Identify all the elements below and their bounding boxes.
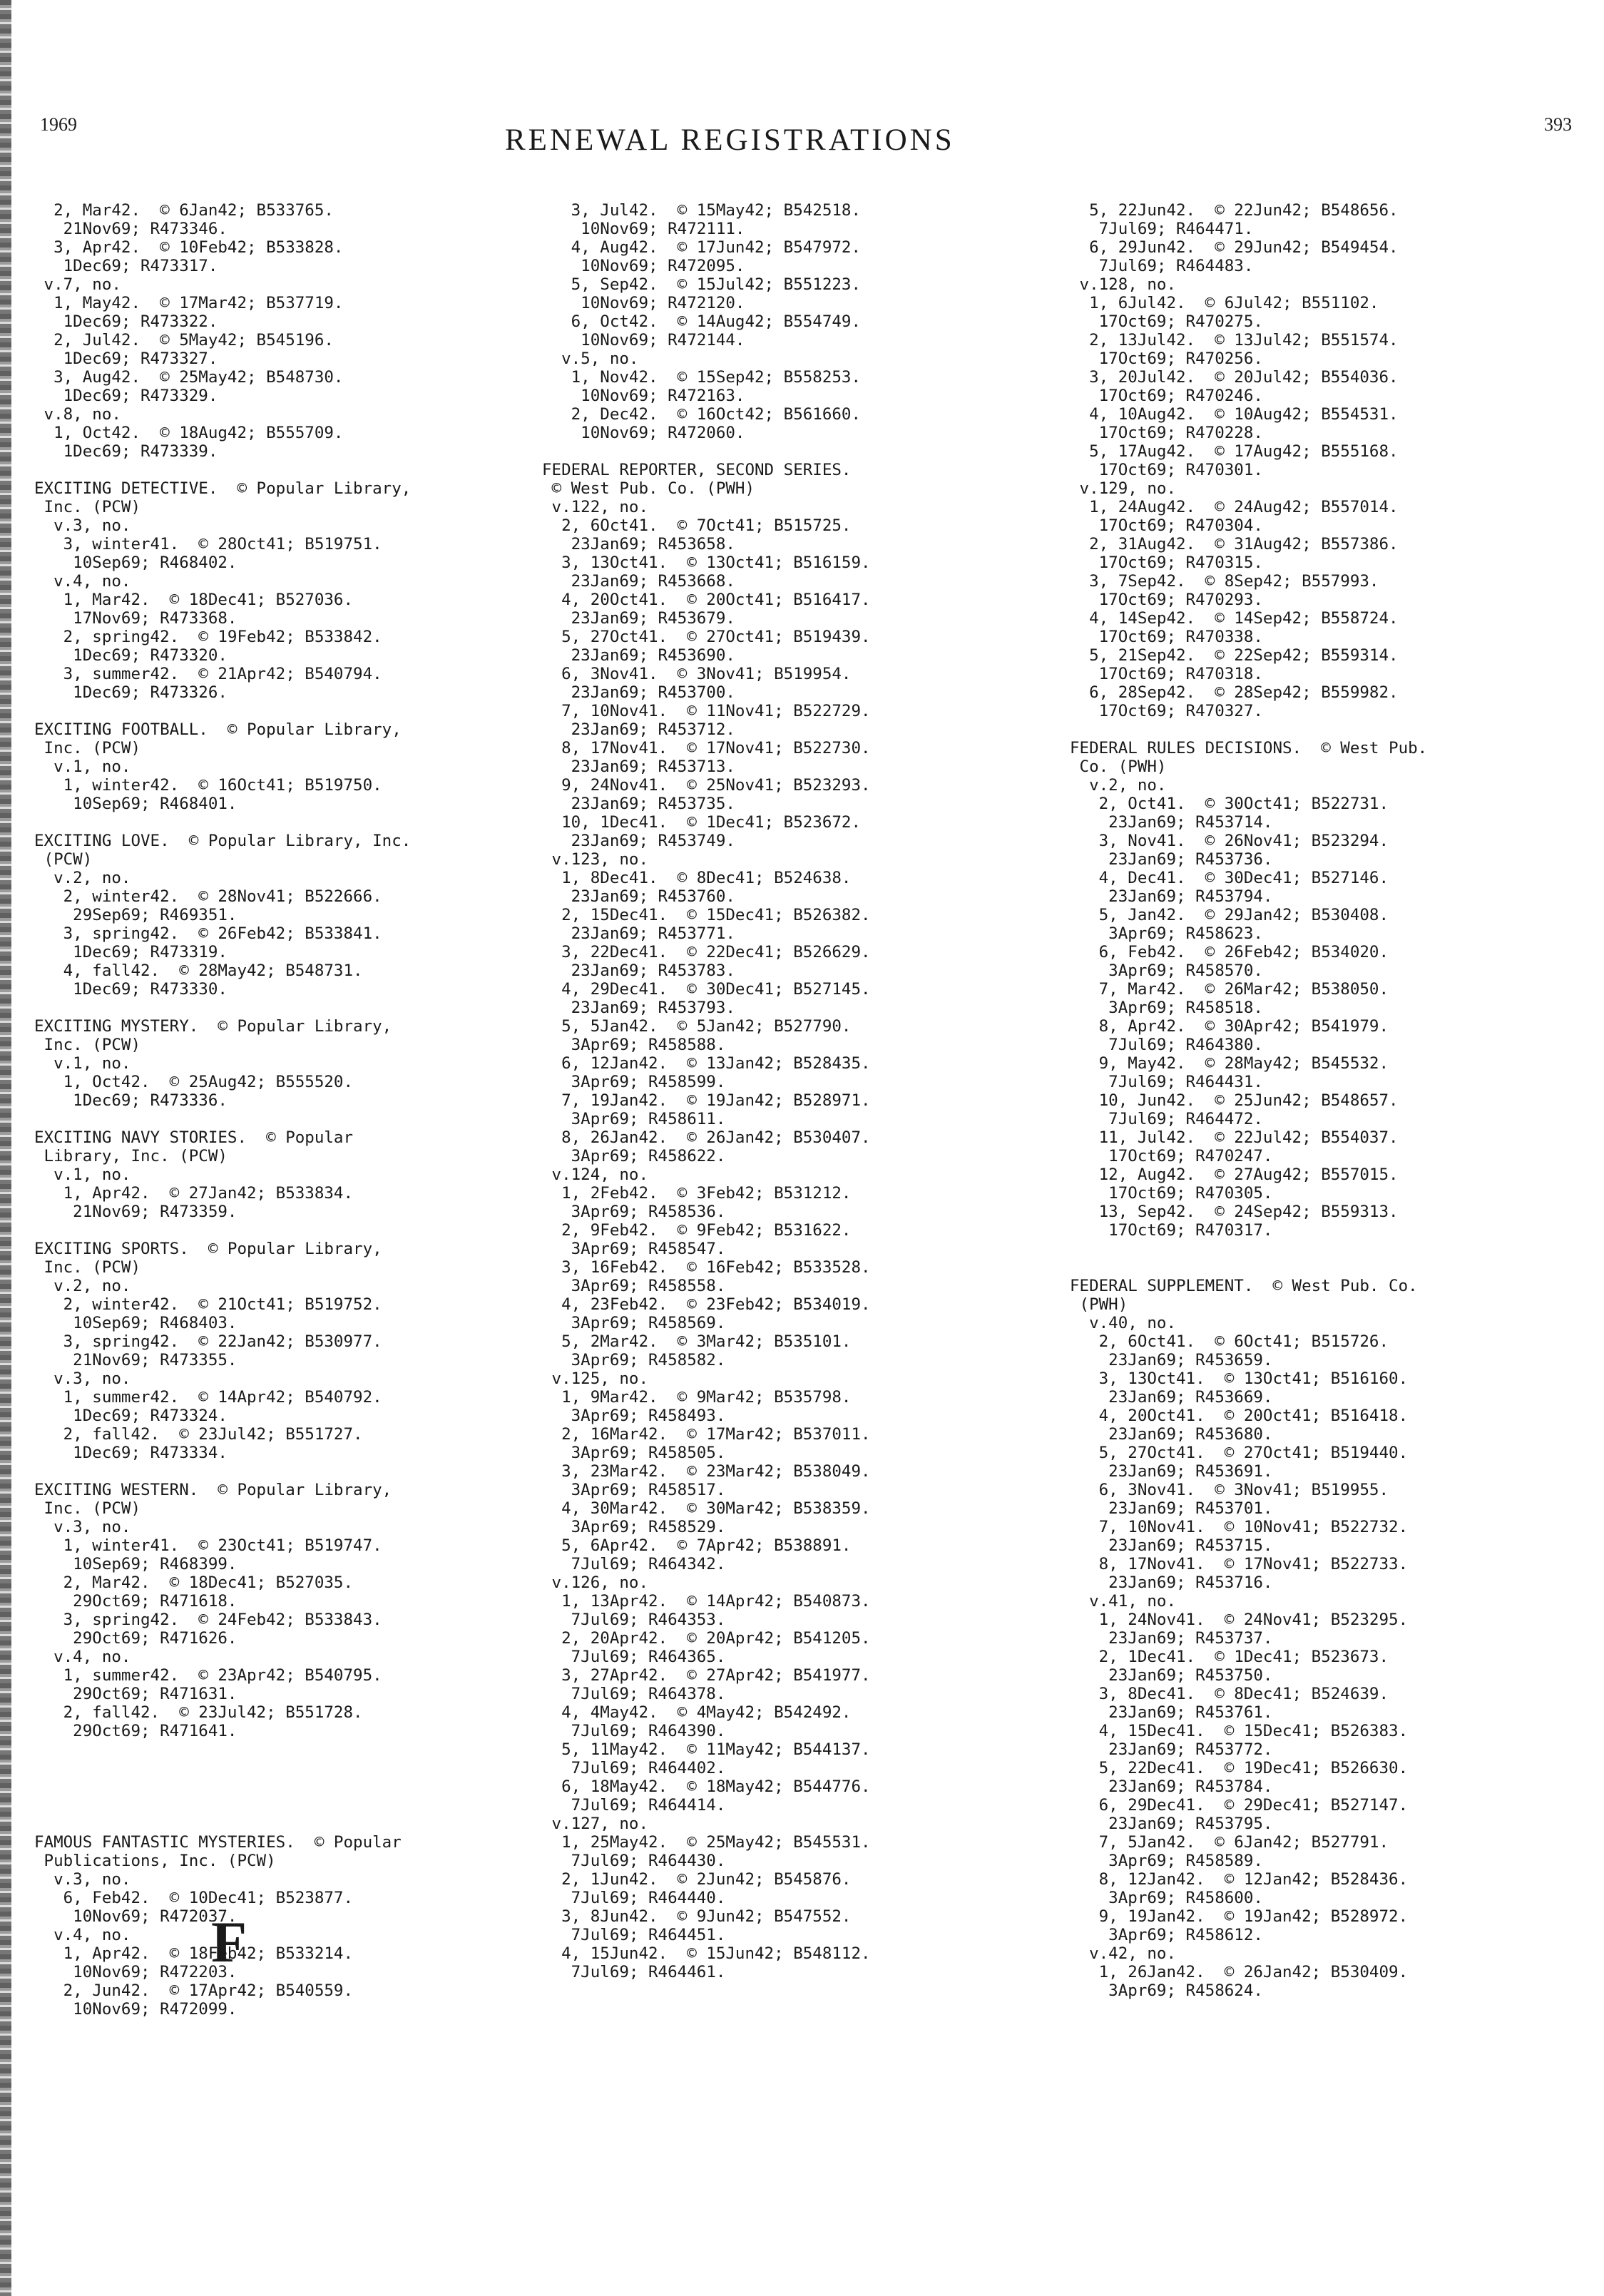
entry-line: 3, 8Dec41. © 8Dec41; B524639. xyxy=(1070,1685,1389,1703)
blank-line xyxy=(542,442,871,461)
entry-line: 3Apr69; R458588. xyxy=(542,1036,726,1054)
entry-line: 3, spring42. © 24Feb42; B533843. xyxy=(34,1611,382,1629)
entry-line: 17Oct69; R470305. xyxy=(1070,1184,1273,1203)
entry-line: 1Dec69; R473339. xyxy=(34,442,218,461)
entry-line: 1, 26Jan42. © 26Jan42; B530409. xyxy=(1070,1963,1409,1981)
entry-line: 6, Feb42. © 26Feb42; B534020. xyxy=(1070,943,1389,961)
blank-line xyxy=(34,1759,411,1777)
entry-line: 5, Jan42. © 29Jan42; B530408. xyxy=(1070,906,1389,924)
entry-line: 3, 23Mar42. © 23Mar42; B538049. xyxy=(542,1462,871,1481)
entry-line: 17Oct69; R470327. xyxy=(1070,702,1263,720)
entry-line: v.42, no. xyxy=(1070,1944,1177,1963)
entry-line: 1, Oct42. © 18Aug42; B555709. xyxy=(34,424,344,442)
blank-line xyxy=(34,461,411,479)
entry-line: v.1, no. xyxy=(34,1054,131,1073)
entry-line: 7Jul69; R464342. xyxy=(542,1555,726,1573)
entry-line: 29Oct69; R471618. xyxy=(34,1592,237,1611)
entry-line: (PCW) xyxy=(34,850,93,869)
entry-line: 5, Sep42. © 15Jul42; B551223. xyxy=(542,275,862,294)
entry-line: 8, 17Nov41. © 17Nov41; B522733. xyxy=(1070,1555,1409,1573)
column-3 xyxy=(1070,201,1427,2000)
entry-line: 6, Feb42. © 10Dec41; B523877. xyxy=(34,1889,354,1907)
entry-line: 1Dec69; R473320. xyxy=(34,646,228,665)
entry-line: EXCITING MYSTERY. © Popular Library, xyxy=(34,1017,392,1036)
entry-line: 7Jul69; R464471. xyxy=(1070,220,1254,238)
blank-line xyxy=(34,702,411,720)
entry-line: 2, Jun42. © 17Apr42; B540559. xyxy=(34,1981,354,2000)
entry-line: 3Apr69; R458536. xyxy=(542,1203,726,1221)
entry-line: 8, Apr42. © 30Apr42; B541979. xyxy=(1070,1017,1389,1036)
entry-line: 2, 16Mar42. © 17Mar42; B537011. xyxy=(542,1425,871,1444)
entry-line: 7, 19Jan42. © 19Jan42; B528971. xyxy=(542,1091,871,1110)
entry-line: 3, spring42. © 22Jan42; B530977. xyxy=(34,1332,382,1351)
entry-line: 2, 13Jul42. © 13Jul42; B551574. xyxy=(1070,331,1399,349)
entry-line: 3Apr69; R458600. xyxy=(1070,1889,1263,1907)
entry-line: 3Apr69; R458599. xyxy=(542,1073,726,1091)
blank-line xyxy=(1070,720,1427,739)
page-binding-edge xyxy=(0,0,11,2296)
entry-line: v.7, no. xyxy=(34,275,121,294)
entry-line: 3Apr69; R458622. xyxy=(542,1147,726,1165)
entry-line: 2, 9Feb42. © 9Feb42; B531622. xyxy=(542,1221,852,1240)
entry-line: 4, 30Mar42. © 30Mar42; B538359. xyxy=(542,1499,871,1518)
entry-line: 7Jul69; R464430. xyxy=(542,1852,726,1870)
entry-line: 3Apr69; R458582. xyxy=(542,1351,726,1369)
entry-line: 17Oct69; R470304. xyxy=(1070,516,1263,535)
entry-line: 21Nov69; R473346. xyxy=(34,220,228,238)
entry-line: 3, 8Jun42. © 9Jun42; B547552. xyxy=(542,1907,852,1926)
entry-line: Inc. (PCW) xyxy=(34,739,141,757)
entry-line: Co. (PWH) xyxy=(1070,757,1167,776)
entry-line: v.3, no. xyxy=(34,1518,131,1536)
entry-line: 10Nov69; R472037. xyxy=(34,1907,237,1926)
entry-line: 17Oct69; R470228. xyxy=(1070,424,1263,442)
entry-line: 17Oct69; R470256. xyxy=(1070,349,1263,368)
entry-line: 3Apr69; R458493. xyxy=(542,1407,726,1425)
entry-line: v.1, no. xyxy=(34,1165,131,1184)
entry-line: 7Jul69; R464414. xyxy=(542,1796,726,1815)
entry-line: 23Jan69; R453750. xyxy=(1070,1666,1273,1685)
entry-line: 3Apr69; R458611. xyxy=(542,1110,726,1128)
blank-line xyxy=(34,1796,411,1815)
entry-line: 3, 13Oct41. © 13Oct41; B516160. xyxy=(1070,1369,1409,1388)
entry-line: 10Nov69; R472060. xyxy=(542,424,745,442)
entry-line: 17Oct69; R470318. xyxy=(1070,665,1263,683)
entry-line: 4, 20Oct41. © 20Oct41; B516418. xyxy=(1070,1407,1409,1425)
entry-line: v.1, no. xyxy=(34,757,131,776)
entry-line: 7Jul69; R464365. xyxy=(542,1648,726,1666)
entry-line: 10Nov69; R472163. xyxy=(542,387,745,405)
entry-line: 7Jul69; R464483. xyxy=(1070,257,1254,275)
blank-line xyxy=(34,813,411,832)
entry-line: 7Jul69; R464353. xyxy=(542,1611,726,1629)
entry-line: Inc. (PCW) xyxy=(34,1036,141,1054)
entry-line: 5, 27Oct41. © 27Oct41; B519440. xyxy=(1070,1444,1409,1462)
entry-line: 7Jul69; R464378. xyxy=(542,1685,726,1703)
entry-line: 23Jan69; R453771. xyxy=(542,924,735,943)
entry-line: 6, 12Jan42. © 13Jan42; B528435. xyxy=(542,1054,871,1073)
entry-line: 5, 22Jun42. © 22Jun42; B548656. xyxy=(1070,201,1399,220)
entry-line: 10Nov69; R472120. xyxy=(542,294,745,312)
entry-line: 4, 4May42. © 4May42; B542492. xyxy=(542,1703,852,1722)
entry-line: 23Jan69; R453794. xyxy=(1070,887,1273,906)
blank-line xyxy=(34,1462,411,1481)
entry-line: 11, Jul42. © 22Jul42; B554037. xyxy=(1070,1128,1399,1147)
entry-line: v.4, no. xyxy=(34,1648,131,1666)
entry-line: EXCITING WESTERN. © Popular Library, xyxy=(34,1481,392,1499)
blank-line xyxy=(34,1740,411,1759)
entry-line: v.125, no. xyxy=(542,1369,649,1388)
entry-line: 1, Apr42. © 18Feb42; B533214. xyxy=(34,1944,354,1963)
entry-line: 1Dec69; R473324. xyxy=(34,1407,228,1425)
entry-line: 17Oct69; R470246. xyxy=(1070,387,1263,405)
entry-line: 23Jan69; R453690. xyxy=(542,646,735,665)
entry-line: 23Jan69; R453700. xyxy=(542,683,735,702)
entry-line: 6, 3Nov41. © 3Nov41; B519955. xyxy=(1070,1481,1389,1499)
entry-line: 1Dec69; R473336. xyxy=(34,1091,228,1110)
entry-line: 1, Mar42. © 18Dec41; B527036. xyxy=(34,591,354,609)
entry-line: 29Sep69; R469351. xyxy=(34,906,237,924)
entry-line: 17Oct69; R470317. xyxy=(1070,1221,1273,1240)
entry-line: 3Apr69; R458517. xyxy=(542,1481,726,1499)
entry-line: 2, Mar42. © 6Jan42; B533765. xyxy=(34,201,334,220)
entry-line: 21Nov69; R473359. xyxy=(34,1203,237,1221)
column-1 xyxy=(34,201,411,2019)
entry-line: 2, fall42. © 23Jul42; B551727. xyxy=(34,1425,363,1444)
entry-line: 9, May42. © 28May42; B545532. xyxy=(1070,1054,1389,1073)
entry-line: 1Dec69; R473317. xyxy=(34,257,218,275)
entry-line: 10Sep69; R468401. xyxy=(34,795,237,813)
blank-line xyxy=(34,1221,411,1240)
entry-line: 2, Dec42. © 16Oct42; B561660. xyxy=(542,405,862,424)
entry-line: 3Apr69; R458624. xyxy=(1070,1981,1263,2000)
entry-line: v.129, no. xyxy=(1070,479,1177,498)
entry-line: 23Jan69; R453761. xyxy=(1070,1703,1273,1722)
entry-line: 23Jan69; R453736. xyxy=(1070,850,1273,869)
entry-line: 1Dec69; R473334. xyxy=(34,1444,228,1462)
blank-line xyxy=(1070,1240,1427,1258)
entry-line: v.128, no. xyxy=(1070,275,1177,294)
entry-line: 1Dec69; R473326. xyxy=(34,683,228,702)
entry-line: 2, 20Apr42. © 20Apr42; B541205. xyxy=(542,1629,871,1648)
entry-line: 1, 13Apr42. © 14Apr42; B540873. xyxy=(542,1592,871,1611)
entry-line: 13, Sep42. © 24Sep42; B559313. xyxy=(1070,1203,1399,1221)
entry-line: 23Jan69; R453680. xyxy=(1070,1425,1273,1444)
entry-line: 23Jan69; R453760. xyxy=(542,887,735,906)
entry-line: 23Jan69; R453795. xyxy=(1070,1815,1273,1833)
entry-line: 2, fall42. © 23Jul42; B551728. xyxy=(34,1703,363,1722)
entry-line: 3, 22Dec41. © 22Dec41; B526629. xyxy=(542,943,871,961)
entry-line: 1Dec69; R473319. xyxy=(34,943,228,961)
entry-line: 23Jan69; R453691. xyxy=(1070,1462,1273,1481)
entry-line: 10Nov69; R472203. xyxy=(34,1963,237,1981)
entry-line: 8, 26Jan42. © 26Jan42; B530407. xyxy=(542,1128,871,1147)
entry-line: v.2, no. xyxy=(1070,776,1167,795)
entry-line: 3, 16Feb42. © 16Feb42; B533528. xyxy=(542,1258,871,1277)
entry-line: 1, winter41. © 23Oct41; B519747. xyxy=(34,1536,382,1555)
entry-line: 7, Mar42. © 26Mar42; B538050. xyxy=(1070,980,1389,999)
entry-line: 1, Apr42. © 27Jan42; B533834. xyxy=(34,1184,354,1203)
entry-line: FEDERAL REPORTER, SECOND SERIES. xyxy=(542,461,852,479)
entry-line: 1Dec69; R473327. xyxy=(34,349,218,368)
entry-line: 17Oct69; R470338. xyxy=(1070,628,1263,646)
entry-line: 6, 18May42. © 18May42; B544776. xyxy=(542,1777,871,1796)
entry-line: 7Jul69; R464451. xyxy=(542,1926,726,1944)
entry-line: 7Jul69; R464461. xyxy=(542,1963,726,1981)
entry-line: 5, 6Apr42. © 7Apr42; B538891. xyxy=(542,1536,852,1555)
blank-line xyxy=(34,1110,411,1128)
entry-line: 3Apr69; R458570. xyxy=(1070,961,1263,980)
entry-line: 3Apr69; R458569. xyxy=(542,1314,726,1332)
entry-line: 29Oct69; R471641. xyxy=(34,1722,237,1740)
entry-line: 1, summer42. © 14Apr42; B540792. xyxy=(34,1388,382,1407)
entry-line: Publications, Inc. (PCW) xyxy=(34,1852,276,1870)
entry-line: 2, 1Dec41. © 1Dec41; B523673. xyxy=(1070,1648,1389,1666)
entry-line: v.41, no. xyxy=(1070,1592,1177,1611)
entry-line: 5, 22Dec41. © 19Dec41; B526630. xyxy=(1070,1759,1409,1777)
entry-line: 1, 8Dec41. © 8Dec41; B524638. xyxy=(542,869,852,887)
entry-line: 29Oct69; R471631. xyxy=(34,1685,237,1703)
entry-line: FEDERAL RULES DECISIONS. © West Pub. xyxy=(1070,739,1428,757)
entry-line: 17Oct69; R470315. xyxy=(1070,553,1263,572)
entry-line: 1, 6Jul42. © 6Jul42; B551102. xyxy=(1070,294,1379,312)
entry-line: 5, 21Sep42. © 22Sep42; B559314. xyxy=(1070,646,1399,665)
entry-line: 1, summer42. © 23Apr42; B540795. xyxy=(34,1666,382,1685)
entry-line: 7Jul69; R464402. xyxy=(542,1759,726,1777)
entry-line: 3, 27Apr42. © 27Apr42; B541977. xyxy=(542,1666,871,1685)
entry-line: 23Jan69; R453735. xyxy=(542,795,735,813)
entry-line: 2, 31Aug42. © 31Aug42; B557386. xyxy=(1070,535,1399,553)
entry-line: EXCITING FOOTBALL. © Popular Library, xyxy=(34,720,402,739)
entry-line: 3Apr69; R458558. xyxy=(542,1277,726,1295)
entry-line: (PWH) xyxy=(1070,1295,1128,1314)
entry-line: v.127, no. xyxy=(542,1815,649,1833)
entry-line: 3, 20Jul42. © 20Jul42; B554036. xyxy=(1070,368,1399,387)
entry-line: 5, 27Oct41. © 27Oct41; B519439. xyxy=(542,628,871,646)
entry-line: 23Jan69; R453716. xyxy=(1070,1573,1273,1592)
entry-line: 5, 11May42. © 11May42; B544137. xyxy=(542,1740,871,1759)
entry-line: v.2, no. xyxy=(34,869,131,887)
entry-line: 10, 1Dec41. © 1Dec41; B523672. xyxy=(542,813,862,832)
entry-line: 17Oct69; R470301. xyxy=(1070,461,1263,479)
entry-line: 6, Oct42. © 14Aug42; B554749. xyxy=(542,312,862,331)
entry-line: 2, winter42. © 28Nov41; B522666. xyxy=(34,887,382,906)
entry-line: 23Jan69; R453669. xyxy=(1070,1388,1273,1407)
header-year: 1969 xyxy=(40,114,77,135)
blank-line xyxy=(34,1815,411,1833)
entry-line: 4, 14Sep42. © 14Sep42; B558724. xyxy=(1070,609,1399,628)
entry-line: 5, 5Jan42. © 5Jan42; B527790. xyxy=(542,1017,852,1036)
entry-line: 4, 20Oct41. © 20Oct41; B516417. xyxy=(542,591,871,609)
entry-line: EXCITING SPORTS. © Popular Library, xyxy=(34,1240,382,1258)
entry-line: EXCITING DETECTIVE. © Popular Library, xyxy=(34,479,412,498)
entry-line: 1, Oct42. © 25Aug42; B555520. xyxy=(34,1073,354,1091)
entry-line: v.2, no. xyxy=(34,1277,131,1295)
entry-line: 1Dec69; R473330. xyxy=(34,980,228,999)
entry-line: FEDERAL SUPPLEMENT. © West Pub. Co. xyxy=(1070,1277,1418,1295)
column-2 xyxy=(542,201,871,1981)
entry-line: 3Apr69; R458529. xyxy=(542,1518,726,1536)
entry-line: 6, 29Jun42. © 29Jun42; B549454. xyxy=(1070,238,1399,257)
entry-line: 23Jan69; R453712. xyxy=(542,720,735,739)
entry-line: 23Jan69; R453772. xyxy=(1070,1740,1273,1759)
entry-line: 23Jan69; R453659. xyxy=(1070,1351,1273,1369)
entry-line: 23Jan69; R453658. xyxy=(542,535,735,553)
entry-line: 7, 10Nov41. © 10Nov41; B522732. xyxy=(1070,1518,1409,1536)
entry-line: 7, 5Jan42. © 6Jan42; B527791. xyxy=(1070,1833,1389,1852)
entry-line: FAMOUS FANTASTIC MYSTERIES. © Popular xyxy=(34,1833,402,1852)
entry-line: 6, 28Sep42. © 28Sep42; B559982. xyxy=(1070,683,1399,702)
entry-line: 2, spring42. © 19Feb42; B533842. xyxy=(34,628,382,646)
entry-line: 3Apr69; R458612. xyxy=(1070,1926,1263,1944)
entry-line: 2, Jul42. © 5May42; B545196. xyxy=(34,331,334,349)
entry-line: 3, 13Oct41. © 13Oct41; B516159. xyxy=(542,553,871,572)
entry-line: 3, 7Sep42. © 8Sep42; B557993. xyxy=(1070,572,1379,591)
entry-line: 23Jan69; R453793. xyxy=(542,999,735,1017)
entry-line: v.4, no. xyxy=(34,572,131,591)
entry-line: 9, 19Jan42. © 19Jan42; B528972. xyxy=(1070,1907,1409,1926)
entry-line: 1, Nov42. © 15Sep42; B558253. xyxy=(542,368,862,387)
entry-line: 7Jul69; R464431. xyxy=(1070,1073,1263,1091)
entry-line: 1, May42. © 17Mar42; B537719. xyxy=(34,294,344,312)
entry-line: 2, 15Dec41. © 15Dec41; B526382. xyxy=(542,906,871,924)
entry-line: 1, 24Nov41. © 24Nov41; B523295. xyxy=(1070,1611,1409,1629)
entry-line: 4, 23Feb42. © 23Feb42; B534019. xyxy=(542,1295,871,1314)
entry-line: v.5, no. xyxy=(542,349,639,368)
entry-line: 2, 1Jun42. © 2Jun42; B545876. xyxy=(542,1870,852,1889)
entry-line: 23Jan69; R453749. xyxy=(542,832,735,850)
blank-line xyxy=(34,1777,411,1796)
entry-line: 1, 2Feb42. © 3Feb42; B531212. xyxy=(542,1184,852,1203)
entry-line: 3Apr69; R458518. xyxy=(1070,999,1263,1017)
entry-line: 4, 15Jun42. © 15Jun42; B548112. xyxy=(542,1944,871,1963)
entry-line: v.123, no. xyxy=(542,850,649,869)
entry-line: 6, 3Nov41. © 3Nov41; B519954. xyxy=(542,665,852,683)
entry-line: 2, Mar42. © 18Dec41; B527035. xyxy=(34,1573,354,1592)
entry-line: 4, fall42. © 28May42; B548731. xyxy=(34,961,363,980)
entry-line: 4, 10Aug42. © 10Aug42; B554531. xyxy=(1070,405,1399,424)
entry-line: 10Nov69; R472144. xyxy=(542,331,745,349)
entry-line: 10Sep69; R468399. xyxy=(34,1555,237,1573)
entry-line: 12, Aug42. © 27Aug42; B557015. xyxy=(1070,1165,1399,1184)
entry-line: 10Sep69; R468403. xyxy=(34,1314,237,1332)
entry-line: 7Jul69; R464440. xyxy=(542,1889,726,1907)
blank-line xyxy=(1070,1258,1427,1277)
entry-line: 3, Nov41. © 26Nov41; B523294. xyxy=(1070,832,1389,850)
entry-line: 2, 6Oct41. © 6Oct41; B515726. xyxy=(1070,1332,1389,1351)
entry-line: 8, 17Nov41. © 17Nov41; B522730. xyxy=(542,739,871,757)
entry-line: 23Jan69; R453668. xyxy=(542,572,735,591)
entry-line: EXCITING LOVE. © Popular Library, Inc. xyxy=(34,832,412,850)
entry-line: 1, 9Mar42. © 9Mar42; B535798. xyxy=(542,1388,852,1407)
entry-line: v.124, no. xyxy=(542,1165,649,1184)
entry-line: 23Jan69; R453784. xyxy=(1070,1777,1273,1796)
entry-line: v.8, no. xyxy=(34,405,121,424)
entry-line: 23Jan69; R453701. xyxy=(1070,1499,1273,1518)
entry-line: Library, Inc. (PCW) xyxy=(34,1147,228,1165)
entry-line: 1, 24Aug42. © 24Aug42; B557014. xyxy=(1070,498,1399,516)
entry-line: 10, Jun42. © 25Jun42; B548657. xyxy=(1070,1091,1399,1110)
entry-line: 4, 15Dec41. © 15Dec41; B526383. xyxy=(1070,1722,1409,1740)
entry-line: 1Dec69; R473329. xyxy=(34,387,218,405)
entry-line: 2, winter42. © 21Oct41; B519752. xyxy=(34,1295,382,1314)
entry-line: 3Apr69; R458589. xyxy=(1070,1852,1263,1870)
entry-line: v.4, no. xyxy=(34,1926,131,1944)
entry-line: 21Nov69; R473355. xyxy=(34,1351,237,1369)
entry-line: © West Pub. Co. (PWH) xyxy=(542,479,755,498)
entry-line: 9, 24Nov41. © 25Nov41; B523293. xyxy=(542,776,871,795)
entry-line: 5, 17Aug42. © 17Aug42; B555168. xyxy=(1070,442,1399,461)
entry-line: v.3, no. xyxy=(34,1369,131,1388)
section-letter: F xyxy=(211,1909,247,1974)
entry-line: 2, 6Oct41. © 7Oct41; B515725. xyxy=(542,516,852,535)
entry-line: 1, winter42. © 16Oct41; B519750. xyxy=(34,776,382,795)
entry-line: 3, winter41. © 28Oct41; B519751. xyxy=(34,535,382,553)
entry-line: 4, 29Dec41. © 30Dec41; B527145. xyxy=(542,980,871,999)
entry-line: v.3, no. xyxy=(34,1870,131,1889)
entry-line: 10Nov69; R472111. xyxy=(542,220,745,238)
entry-line: 3, Jul42. © 15May42; B542518. xyxy=(542,201,862,220)
page-title: RENEWAL REGISTRATIONS xyxy=(505,123,955,157)
entry-line: v.40, no. xyxy=(1070,1314,1177,1332)
entry-line: 1, 25May42. © 25May42; B545531. xyxy=(542,1833,871,1852)
entry-line: 3, spring42. © 26Feb42; B533841. xyxy=(34,924,382,943)
entry-line: 3, summer42. © 21Apr42; B540794. xyxy=(34,665,382,683)
entry-line: 23Jan69; R453783. xyxy=(542,961,735,980)
entry-line: 23Jan69; R453679. xyxy=(542,609,735,628)
entry-line: 17Oct69; R470293. xyxy=(1070,591,1263,609)
entry-line: 7Jul69; R464380. xyxy=(1070,1036,1263,1054)
entry-line: 4, Dec41. © 30Dec41; B527146. xyxy=(1070,869,1389,887)
entry-line: 1Dec69; R473322. xyxy=(34,312,218,331)
entry-line: 7Jul69; R464472. xyxy=(1070,1110,1263,1128)
entry-line: 23Jan69; R453715. xyxy=(1070,1536,1273,1555)
entry-line: 5, 2Mar42. © 3Mar42; B535101. xyxy=(542,1332,852,1351)
entry-line: 2, Oct41. © 30Oct41; B522731. xyxy=(1070,795,1389,813)
entry-line: Inc. (PCW) xyxy=(34,498,141,516)
entry-line: Inc. (PCW) xyxy=(34,1258,141,1277)
entry-line: 3Apr69; R458505. xyxy=(542,1444,726,1462)
entry-line: 17Oct69; R470275. xyxy=(1070,312,1263,331)
entry-line: 3, Aug42. © 25May42; B548730. xyxy=(34,368,344,387)
entry-line: 10Nov69; R472099. xyxy=(34,2000,237,2019)
entry-line: EXCITING NAVY STORIES. © Popular xyxy=(34,1128,354,1147)
blank-line xyxy=(34,999,411,1017)
entry-line: 3Apr69; R458623. xyxy=(1070,924,1263,943)
entry-line: 23Jan69; R453714. xyxy=(1070,813,1273,832)
page-number: 393 xyxy=(1544,114,1572,135)
entry-line: 17Nov69; R473368. xyxy=(34,609,237,628)
entry-line: 23Jan69; R453713. xyxy=(542,757,735,776)
entry-line: 6, 29Dec41. © 29Dec41; B527147. xyxy=(1070,1796,1409,1815)
entry-line: 7Jul69; R464390. xyxy=(542,1722,726,1740)
entry-line: 29Oct69; R471626. xyxy=(34,1629,237,1648)
entry-line: 3Apr69; R458547. xyxy=(542,1240,726,1258)
entry-line: 10Sep69; R468402. xyxy=(34,553,237,572)
entry-line: 17Oct69; R470247. xyxy=(1070,1147,1273,1165)
entry-line: v.122, no. xyxy=(542,498,649,516)
entry-line: 4, Aug42. © 17Jun42; B547972. xyxy=(542,238,862,257)
entry-line: 3, Apr42. © 10Feb42; B533828. xyxy=(34,238,344,257)
entry-line: 23Jan69; R453737. xyxy=(1070,1629,1273,1648)
entry-line: v.126, no. xyxy=(542,1573,649,1592)
entry-line: Inc. (PCW) xyxy=(34,1499,141,1518)
entry-line: 7, 10Nov41. © 11Nov41; B522729. xyxy=(542,702,871,720)
entry-line: 10Nov69; R472095. xyxy=(542,257,745,275)
entry-line: v.3, no. xyxy=(34,516,131,535)
entry-line: 8, 12Jan42. © 12Jan42; B528436. xyxy=(1070,1870,1409,1889)
